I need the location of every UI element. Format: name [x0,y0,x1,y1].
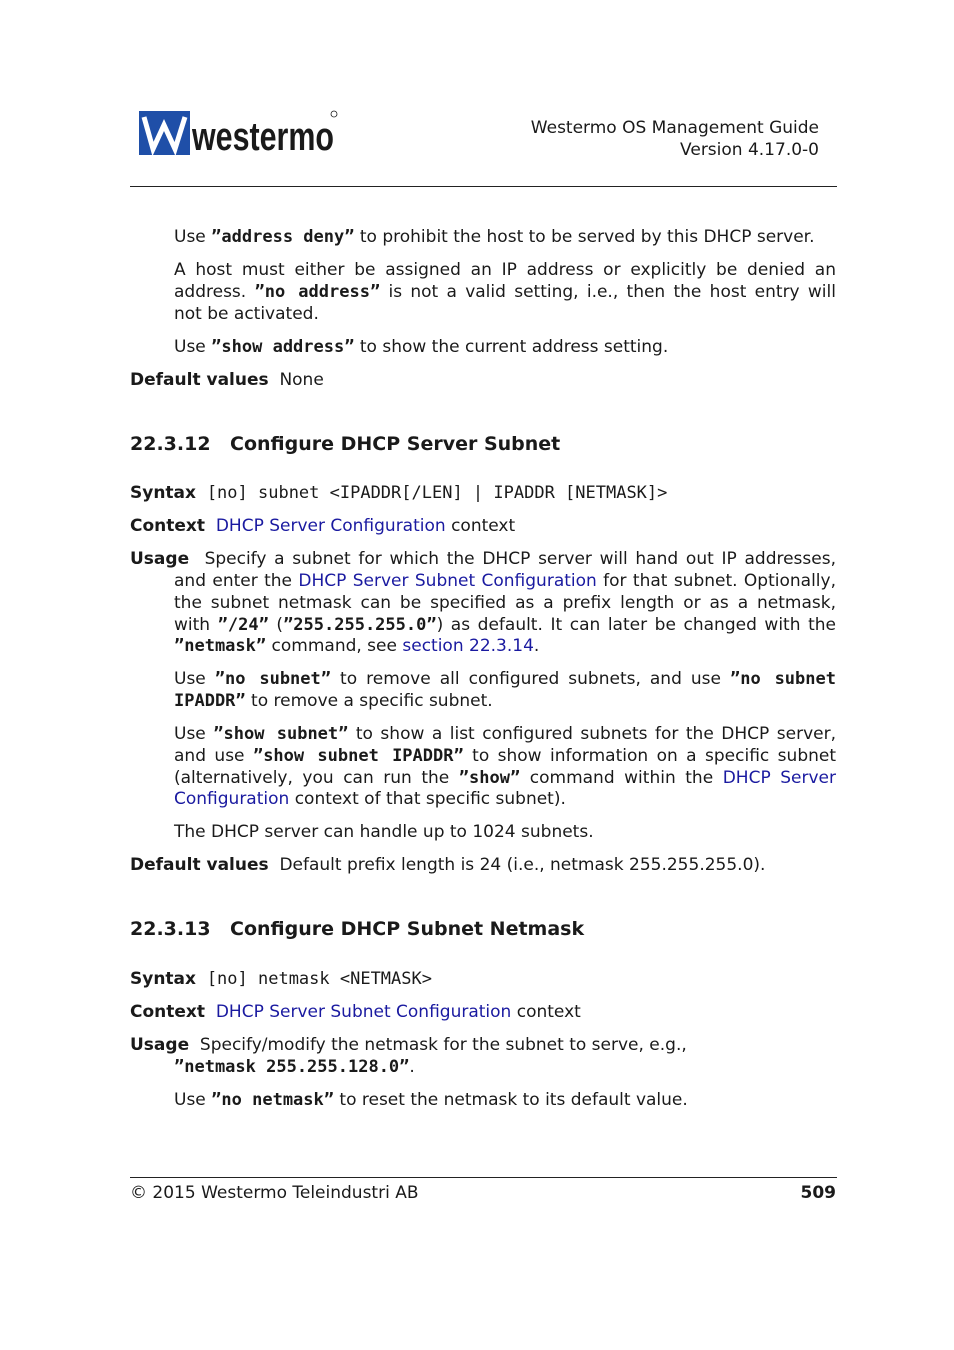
copyright: © 2015 Westermo Teleindustri AB [130,1183,419,1203]
footer-rule [130,1177,837,1178]
text: is not a valid setting, i.e., then the host entry will [380,282,836,302]
intro-default [130,370,324,390]
default-value: Default prefix length is 24 (i.e., netmask 255.255.255.0). [279,855,766,875]
text: Use [174,227,212,247]
syntax-label: Syntax [130,969,196,989]
command: ”show subnet” [213,724,349,744]
syntax-value: [no] subnet <IPADDR[/LEN] | IPADDR [NETMASK]> [206,483,668,503]
text: context [445,516,516,536]
text: to remove all configured subnets, and use [331,669,731,689]
text: Use [174,669,215,689]
text: with [174,615,218,635]
text: for that subnet. Optionally, [596,571,836,591]
command: ”address deny” [211,227,355,247]
s12-nosubnet-l1 [174,669,836,689]
text: and use [174,746,253,766]
command: ”netmask” [174,636,267,656]
text: and enter the [174,571,299,591]
context-label: Context [130,1002,206,1022]
text: to show the current address setting. [354,337,669,357]
text: . [409,1057,415,1077]
text: . [533,636,540,656]
s13-context [130,1002,581,1022]
s12-show-l4 [174,789,566,809]
section-title: Configure DHCP Subnet Netmask [230,918,585,940]
s12-usage-l1 [130,549,836,569]
text: to prohibit the host to be served by this DHCP server. [354,227,815,247]
header-rule [130,186,837,187]
link-section-22-3-14[interactable]: section 22.3.14 [402,636,534,656]
section-heading-22-3-13 [130,918,584,940]
command: IPADDR” [174,691,246,711]
command: ”255.255.255.0” [283,615,437,635]
text: Use [174,724,214,744]
default-label: Default values [130,370,269,390]
syntax-value: [no] netmask <NETMASK> [206,969,432,989]
command: ”show” [458,768,521,788]
default-label: Default values [130,855,269,875]
text: to remove a specific subnet. [245,691,493,711]
command: ”no subnet” [214,669,332,689]
command: ”no netmask” [211,1090,334,1110]
text: ( [268,615,284,635]
command: ”netmask 255.255.128.0” [174,1057,410,1077]
section-heading-22-3-12 [130,433,560,455]
command: ”no address” [254,282,381,302]
s12-limit: The DHCP server can handle up to 1024 subnets. [174,822,594,842]
text: Specify/modify the netmask for the subnet to serve, e.g., [199,1035,687,1055]
command: ”show subnet IPADDR” [252,746,464,766]
text: (alternatively, you can run the [174,768,459,788]
section-number: 22.3.12 [130,433,211,455]
command: ”show address” [211,337,355,357]
s12-usage-l2 [174,571,836,591]
link-dhcp-server-subnet-configuration[interactable]: DHCP Server Subnet Configuration [298,571,597,591]
s13-syntax [130,969,432,989]
logo-mark-icon [139,109,339,157]
intro-p3 [174,337,668,357]
link-dhcp-server-subnet-configuration-2[interactable]: DHCP Server Subnet Configuration [215,1002,512,1022]
syntax-label: Syntax [130,483,196,503]
command: ”no subnet [730,669,836,689]
s13-reset [174,1090,688,1110]
text: context [511,1002,581,1022]
text: to show information on a specific subnet [463,746,837,766]
link-dhcp-server-configuration-2[interactable]: DHCP Server [722,768,836,788]
intro-p2-l2 [174,282,836,302]
s12-usage-l5 [174,636,539,656]
text: context of that specific subnet). [289,789,566,809]
link-dhcp-server-configuration[interactable]: DHCP Server Configuration [215,516,446,536]
context-label: Context [130,516,206,536]
text: Use [174,337,212,357]
s12-usage-l3: the subnet netmask can be specified as a prefix length or as a netmask, [174,593,836,613]
s12-usage-l4 [174,615,836,635]
intro-p1 [174,227,815,247]
text: to reset the netmask to its default value. [334,1090,688,1110]
guide-title: Westermo OS Management Guide [530,118,819,138]
default-value: None [279,370,324,390]
intro-p2-l3: not be activated. [174,304,319,324]
s12-context [130,516,515,536]
guide-version: Version 4.17.0-0 [680,140,819,160]
text: ) as default. It can later be changed with the [436,615,836,635]
page-number: 509 [800,1183,836,1203]
s13-usage-l2 [174,1057,415,1077]
s13-usage-l1 [130,1035,687,1055]
text: address. [174,282,255,302]
text: command, see [266,636,403,656]
intro-p2-l1: A host must either be assigned an IP address or explicitly be denied an [174,260,836,280]
usage-label: Usage [130,549,190,569]
s12-default [130,855,765,875]
link-dhcp-server-configuration-2b[interactable]: Configuration [174,789,290,809]
s12-syntax [130,483,667,503]
logo-wordmark: westermo [191,115,334,159]
usage-label: Usage [130,1035,190,1055]
s12-show-l2 [174,746,836,766]
text: Specify a subnet for which the DHCP server will hand out IP addresses, [204,549,836,569]
westermo-logo [139,109,339,157]
s12-show-l3 [174,768,836,788]
s12-nosubnet-l2 [174,691,493,711]
text: command within the [520,768,723,788]
text: Use [174,1090,212,1110]
command: ”/24” [217,615,269,635]
section-title: Configure DHCP Server Subnet [230,433,561,455]
text: to show a list configured subnets for the DHCP server, [348,724,836,744]
section-number: 22.3.13 [130,918,211,940]
s12-show-l1 [174,724,836,744]
